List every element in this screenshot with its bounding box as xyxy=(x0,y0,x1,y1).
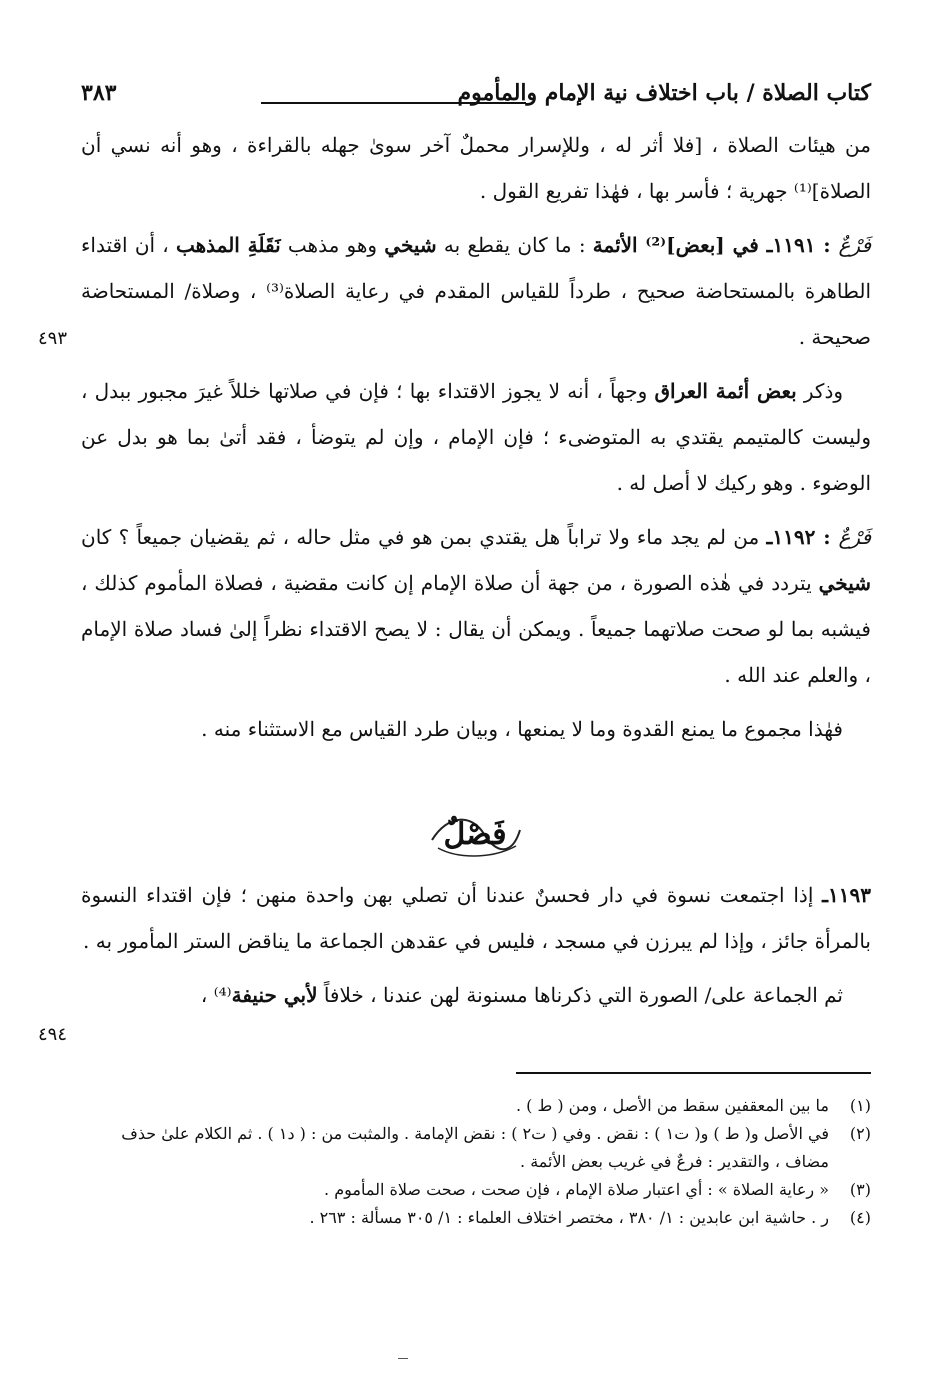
header-rule xyxy=(261,102,526,104)
footnotes xyxy=(81,1092,871,1232)
bottom-mark xyxy=(398,1358,408,1359)
paragraph-1-text: من هيئات الصلاة ، [فلا أثر له ، وللإسرار محملٌ آخر سوىٰ جهله بالقراءة ، وهو أنه نسي أن الصلاة]⁽¹⁾ جهرية ؛ فأسر بها ، فهٰذا تفريع القول . xyxy=(81,133,871,203)
footnote-1 xyxy=(81,1092,871,1120)
paragraph-far-1191 xyxy=(81,222,871,360)
paragraph-6-text: إذا اجتمعت نسوة في دار فحسنٌ عندنا أن تصلي بهن واحدة منهن ؛ فإن اقتداء النسوة بالمرأة جائز ، وإذا لم يبرزن في مسجد ، فليس في عقدهن الجماعة ما يناقض الستر المأمور به . xyxy=(81,883,871,953)
paragraph-2-text-b: وهو مذهب xyxy=(280,233,385,257)
paragraph-3-text-b: وجهاً ، أنه لا يجوز الاقتداء بها ؛ فإن في صلاتها خللاً غيرَ مجبور ببدل ، وليست كالمتيمم يقتدي به المتوضىء ؛ فإن الإمام ، وإن لم يتوضأ ، فقد أتىٰ بما هو بدل عن الوضوء . وهو ركيك لا أصل له . xyxy=(81,379,871,495)
paragraph-3-text-a: وذكر xyxy=(796,379,844,403)
footnote-text: في الأصل و( ط ) و( ت١ ) : نقض . وفي ( ت٢ ) : نقض الإمامة . والمثبت من : ( د١ ) . ثم الكلام علىٰ حذف مضاف ، والتقدير : فرعٌ في غريب بعض الأئمة . xyxy=(121,1124,829,1171)
paragraph-far-1192 xyxy=(81,514,871,698)
fasl-label: فَصْلٌ xyxy=(443,817,507,852)
paragraph-7-text-b: ⁽⁴⁾ ، xyxy=(200,983,232,1007)
main-text-upper xyxy=(81,122,871,760)
paragraph-7-text-a: ثم الجماعة على/ الصورة التي ذكرناها مسنونة لهن عندنا ، خلافاً xyxy=(317,983,843,1007)
footnote-number: (١) xyxy=(849,1096,871,1115)
margin-folio-494: ٤٩٤ xyxy=(38,1024,68,1045)
masala-number-1193: ١١٩٣ـ xyxy=(822,883,871,907)
footnote-number: (٢) xyxy=(849,1124,871,1143)
paragraph-3 xyxy=(81,368,871,506)
footnote-text: ما بين المعقفين سقط من الأصل ، ومن ( ط ) . xyxy=(515,1096,829,1115)
footnote-text: ر . حاشية ابن عابدين : ١/ ٣٨٠ ، مختصر اختلاف العلماء : ١/ ٣٠٥ مسألة : ٢٦٣ . xyxy=(309,1208,829,1227)
far-heading: فَرْعٌ xyxy=(838,525,871,549)
naqalat-al-madhhab: نَقَلَةِ المذهب xyxy=(175,233,281,257)
header-title: كتاب الصلاة / باب اختلاف نية الإمام والمأموم xyxy=(457,80,871,106)
footnote-2 xyxy=(81,1120,871,1176)
paragraph-7 xyxy=(81,972,871,1018)
far-number-1191: : ١١٩١ـ في [بعض]⁽²⁾ الأئمة xyxy=(592,233,839,257)
running-header xyxy=(81,80,871,120)
shaykhi-1: شيخي xyxy=(384,233,437,257)
paragraph-5-text: فهٰذا مجموع ما يمنع القدوة وما لا يمنعها ، وبيان طرد القياس مع الاستثناء منه . xyxy=(201,717,843,741)
paragraph-4-text-a: من لم يجد ماء ولا تراباً هل يقتدي بمن هو في مثل حاله ، ثم يقضيان جميعاً ؟ كان xyxy=(81,525,767,549)
shaykhi-2: شيخي xyxy=(818,571,871,595)
abi-hanifa: لأبي حنيفة xyxy=(231,983,318,1007)
footnote-separator xyxy=(516,1072,871,1074)
paragraph-5 xyxy=(81,706,871,752)
margin-folio-493: ٤٩٣ xyxy=(38,328,68,349)
aimmat-al-iraq: بعض أئمة العراق xyxy=(654,379,797,403)
main-text-lower xyxy=(81,872,871,1026)
fasl-calligraphy-heading xyxy=(420,800,530,870)
paragraph-2-text-c: ، أن اقتداء الطاهرة بالمستحاضة صحيح ، طرداً للقياس المقدم في رعاية الصلاة⁽³⁾ ، وصلاة/ المستحاضة صحيحة . xyxy=(81,233,871,349)
paragraph-masala-1193 xyxy=(81,872,871,964)
footnote-4 xyxy=(81,1204,871,1232)
far-heading: فَرْعٌ xyxy=(838,233,872,257)
paragraph-4-text-b: يتردد في هٰذه الصورة ، من جهة أن صلاة الإمام إن كانت مقضية ، فصلاة المأموم كذلك ، فيشبه بما لو صحت صلاتهما جميعاً . ويمكن أن يقال : لا يصح الاقتداء نظراً إلىٰ فساد صلاة الإمام ، والعلم عند الله . xyxy=(81,571,871,687)
footnote-3 xyxy=(81,1176,871,1204)
page-number: ٣٨٣ xyxy=(81,80,117,106)
paragraph-2-text-a: : ما كان يقطع به xyxy=(436,233,593,257)
paragraph-1 xyxy=(81,122,871,214)
footnote-number: (٤) xyxy=(849,1208,871,1227)
footnote-number: (٣) xyxy=(849,1180,871,1199)
far-number-1192: : ١١٩٢ـ xyxy=(766,525,839,549)
footnote-text: « رعاية الصلاة » : أي اعتبار صلاة الإمام ، فإن صحت ، صحت صلاة المأموم . xyxy=(324,1180,829,1199)
